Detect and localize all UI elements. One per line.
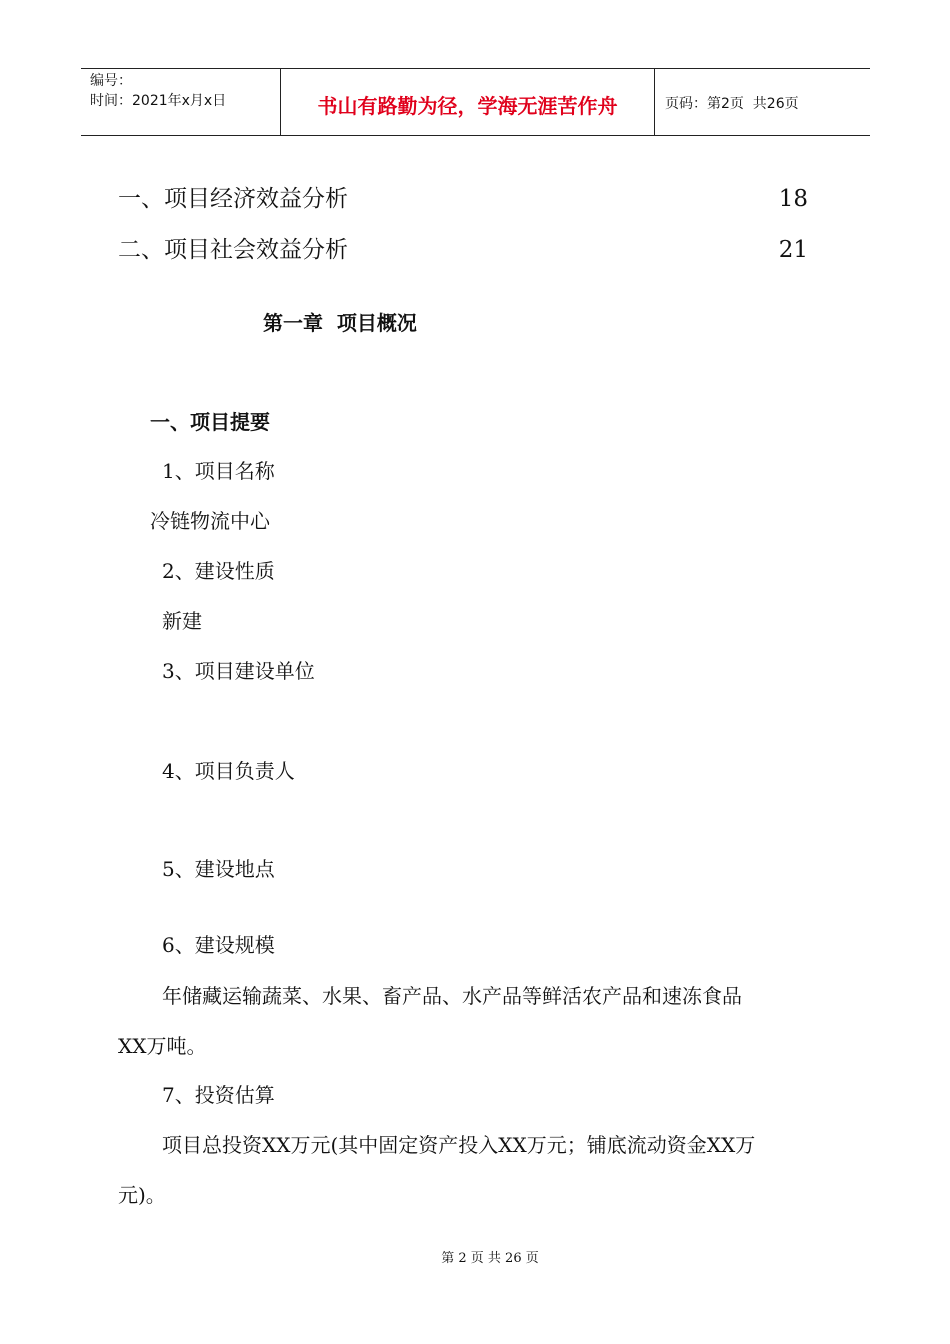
toc-entry-title: 一、项目经济效益分析 [118,186,348,212]
item-text-investment-line2: 元)。 [118,1183,166,1207]
item-text-investment-line1: 项目总投资XX万元(其中固定资产投入XX万元；铺底流动资金XX万 [162,1133,756,1157]
page-footer: 第 2 页 共 26 页 [441,1251,539,1266]
item-heading-project-name: 1、项目名称 [162,459,275,483]
item-heading-construction-unit: 3、项目建设单位 [162,659,315,683]
item-text-scale-line2: XX万吨。 [118,1034,207,1058]
item-heading-project-lead: 4、项目负责人 [162,759,295,783]
item-text-scale-line1: 年储藏运输蔬菜、水果、畜产品、水产品等鲜活农产品和速冻食品 [162,984,742,1008]
header-page-info-cell [655,69,870,135]
item-heading-construction-nature: 2、建设性质 [162,559,275,583]
toc-entry-page: 18 [778,186,808,212]
toc-entry-page: 21 [778,237,808,263]
item-heading-investment: 7、投资估算 [162,1083,275,1107]
header-page-info: 页码：第2页 共26页 [665,96,799,112]
section-title: 一、项目提要 [150,410,270,434]
toc-entry-title: 二、项目社会效益分析 [118,237,348,263]
item-heading-location: 5、建设地点 [162,857,275,881]
item-value-construction-nature: 新建 [162,609,202,633]
header-number-label: 编号： [90,73,132,89]
item-heading-scale: 6、建设规模 [162,933,275,957]
header-motto: 书山有路勤为径，学海无涯苦作舟 [281,69,655,135]
toc-entry[interactable] [118,180,808,213]
header-time-label: 时间：2021年x月x日 [90,93,227,109]
chapter-title: 第一章 项目概况 [263,311,417,335]
item-value-project-name: 冷链物流中心 [150,509,270,533]
toc-entry[interactable] [118,231,808,264]
page-header [81,68,870,136]
header-left-cell [81,69,281,135]
